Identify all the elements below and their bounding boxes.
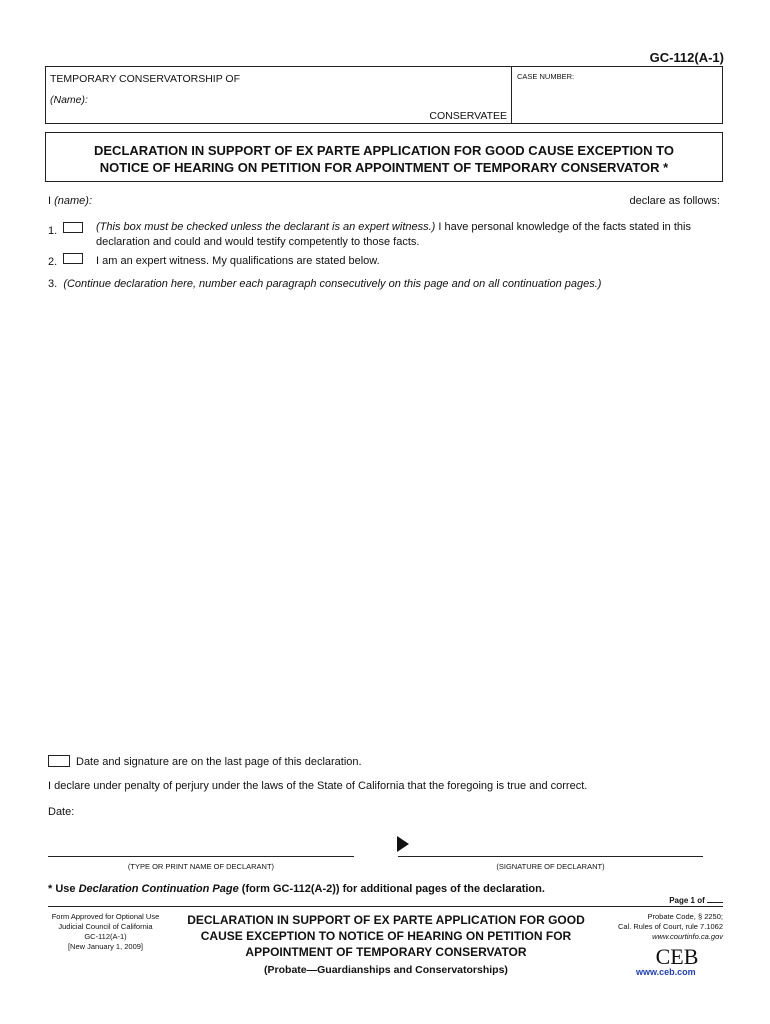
signature-arrow-icon [397, 836, 409, 852]
item2-number: 2. [48, 256, 58, 268]
declarant-name-line[interactable] [48, 856, 354, 857]
form-number: GC-112(A-1) [649, 50, 724, 65]
signature-label: (SIGNATURE OF DECLARANT) [496, 862, 605, 871]
form-title-line2: NOTICE OF HEARING ON PETITION FOR APPOINTMENT OF TEMPORARY CONSERVATOR * [99, 160, 669, 175]
item3-number: 3. [48, 278, 58, 290]
footer-approval [48, 912, 163, 952]
page-of-label: Page 1 of [669, 896, 705, 905]
footer-title-line1: DECLARATION IN SUPPORT OF EX PARTE APPLICATION FOR GOOD [187, 913, 585, 927]
note-italic: Declaration Continuation Page [78, 883, 239, 895]
footer-left-line2: Judicial Council of California [58, 922, 153, 931]
item1-text [96, 220, 726, 250]
item3-text: (Continue declaration here, number each paragraph consecutively on this page and on all continuation pages.) [63, 278, 602, 290]
footer-left-line4: [New January 1, 2009] [67, 942, 144, 951]
page-number [669, 894, 723, 905]
footer-left-line1: Form Approved for Optional Use [51, 912, 160, 921]
perjury-statement: I declare under penalty of perjury under the laws of the State of California that the foregoing is true and correct. [48, 780, 588, 792]
item1-body: I have personal knowledge of the facts stated in this declaration and could and would testify competently to those facts. [96, 221, 691, 248]
item1-checkbox[interactable] [63, 222, 83, 233]
caption-box [45, 66, 723, 124]
date-field[interactable]: Date: [48, 806, 75, 818]
signature-line[interactable] [398, 856, 703, 857]
date-signature-last-page-text: Date and signature are on the last page of this declaration. [76, 756, 362, 768]
footer-right-line2: Cal. Rules of Court, rule 7.1062 [617, 922, 723, 931]
name-label: (name): [54, 195, 93, 207]
ceb-logo-text: CEB [655, 944, 699, 968]
item1-number: 1. [48, 225, 58, 237]
footer-title [172, 912, 600, 978]
footer-subtitle: (Probate—Guardianships and Conservatorships) [264, 964, 508, 976]
item2-checkbox[interactable] [63, 253, 83, 264]
courtinfo-link[interactable]: www.courtinfo.ca.gov [652, 932, 723, 941]
item1-italic: (This box must be checked unless the declarant is an expert witness.) [96, 221, 436, 233]
ceb-link[interactable]: www.ceb.com [636, 967, 696, 977]
page-total-blank[interactable] [707, 894, 723, 903]
item2-text: I am an expert witness. My qualifications are stated below. [96, 255, 380, 267]
note-suffix: (form GC-112(A-2)) for additional pages of the declaration. [238, 883, 545, 895]
footer-title-line3: APPOINTMENT OF TEMPORARY CONSERVATOR [245, 945, 527, 959]
footer-left-line3: GC-112(A-1) [84, 932, 127, 941]
case-number-field[interactable]: CASE NUMBER: [517, 72, 575, 81]
footer-citations [573, 912, 723, 942]
form-title [45, 132, 723, 182]
footer-divider [48, 906, 723, 907]
conservatee-name-field[interactable]: (Name): [50, 94, 88, 106]
note-prefix: * Use [48, 883, 79, 895]
item3[interactable] [48, 278, 601, 290]
ceb-logo-icon [655, 944, 699, 968]
declare-as-follows: declare as follows: [629, 195, 720, 207]
continuation-note [48, 883, 545, 895]
footer-right-line1: Probate Code, § 2250; [647, 912, 723, 921]
type-print-name-label: (TYPE OR PRINT NAME OF DECLARANT) [127, 862, 275, 871]
date-signature-last-page-checkbox[interactable] [48, 755, 70, 767]
conservatee-label: CONSERVATEE [429, 110, 507, 122]
caption-party-section [46, 67, 512, 123]
declarant-name-field[interactable] [48, 194, 92, 209]
footer-title-line2: CAUSE EXCEPTION TO NOTICE OF HEARING ON PETITION FOR [200, 929, 572, 943]
caption-title: TEMPORARY CONSERVATORSHIP OF [50, 73, 241, 85]
i-label: I [48, 195, 52, 207]
form-title-line1: DECLARATION IN SUPPORT OF EX PARTE APPLICATION FOR GOOD CAUSE EXCEPTION TO [94, 143, 674, 158]
